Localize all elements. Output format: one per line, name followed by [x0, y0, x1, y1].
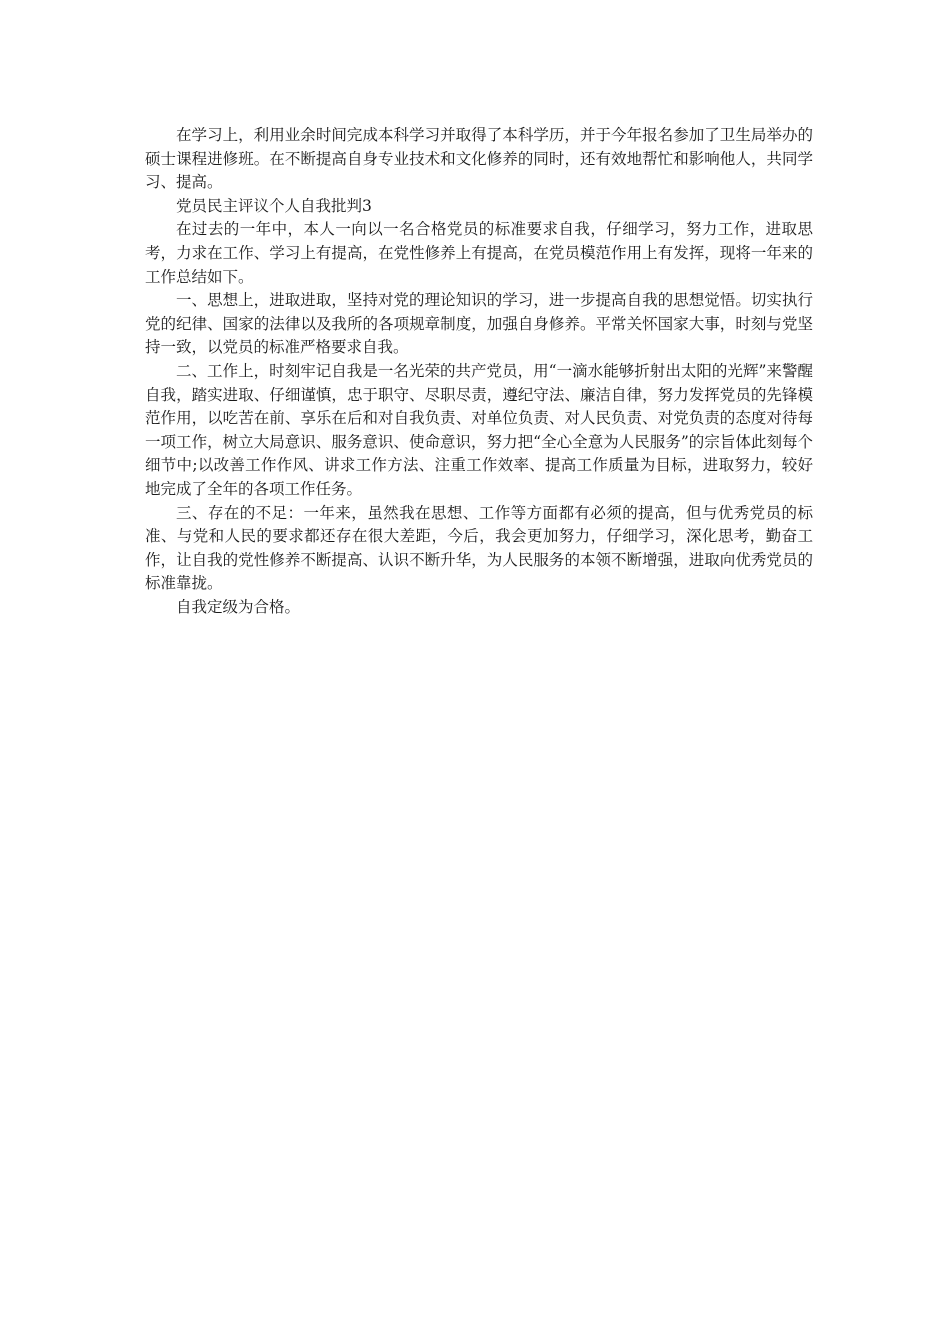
paragraph-intro: 在过去的一年中，本人一向以一名合格党员的标准要求自我，仔细学习，努力工作，进取思考，力求在工作、学习上有提高，在党性修养上有提高，在党员模范作用上有发挥，现将一年来的工作总结如下。 [145, 220, 813, 286]
paragraph-study: 在学习上，利用业余时间完成本科学习并取得了本科学历，并于今年报名参加了卫生局举办的硕士课程进修班。在不断提高自身专业技术和文化修养的同时，还有效地帮忙和影响他人，共同学习、提高。 [145, 126, 813, 192]
paragraph-thought: 一、思想上，进取进取，坚持对党的理论知识的学习，进一步提高自我的思想觉悟。切实执行党的纪律、国家的法律以及我所的各项规章制度，加强自身修养。平常关怀国家大事，时刻与党坚持一致，以党员的标准严格要求自我。 [145, 291, 813, 357]
section-title: 党员民主评议个人自我批判3 [176, 196, 372, 215]
paragraph-work: 二、工作上，时刻牢记自我是一名光荣的共产党员，用“一滴水能够折射出太阳的光辉”来警醒自我，踏实进取、仔细谨慎，忠于职守、尽职尽责，遵纪守法、廉洁自律，努力发挥党员的先锋模范作用，以吃苦在前、享乐在后和对自我负责、对单位负责、对人民负责、对党负责的态度对待每一项工作，树立大局意识、服务意识、使命意识，努力把“全心全意为人民服务”的宗旨体此刻每个细节中;以改善工作作风、讲求工作方法、注重工作效率、提高工作质量为目标，进取努力，较好地完成了全年的各项工作任务。 [145, 361, 813, 498]
paragraph-shortcomings: 三、存在的不足：一年来，虽然我在思想、工作等方面都有必须的提高，但与优秀党员的标准、与党和人民的要求都还存在很大差距，今后，我会更加努力，仔细学习，深化思考，勤奋工作，让自我的党性修养不断提高、认识不断升华，为人民服务的本领不断增强，进取向优秀党员的标准靠拢。 [145, 503, 813, 593]
document-body [145, 124, 813, 619]
paragraph-rating: 自我定级为合格。 [176, 597, 301, 616]
